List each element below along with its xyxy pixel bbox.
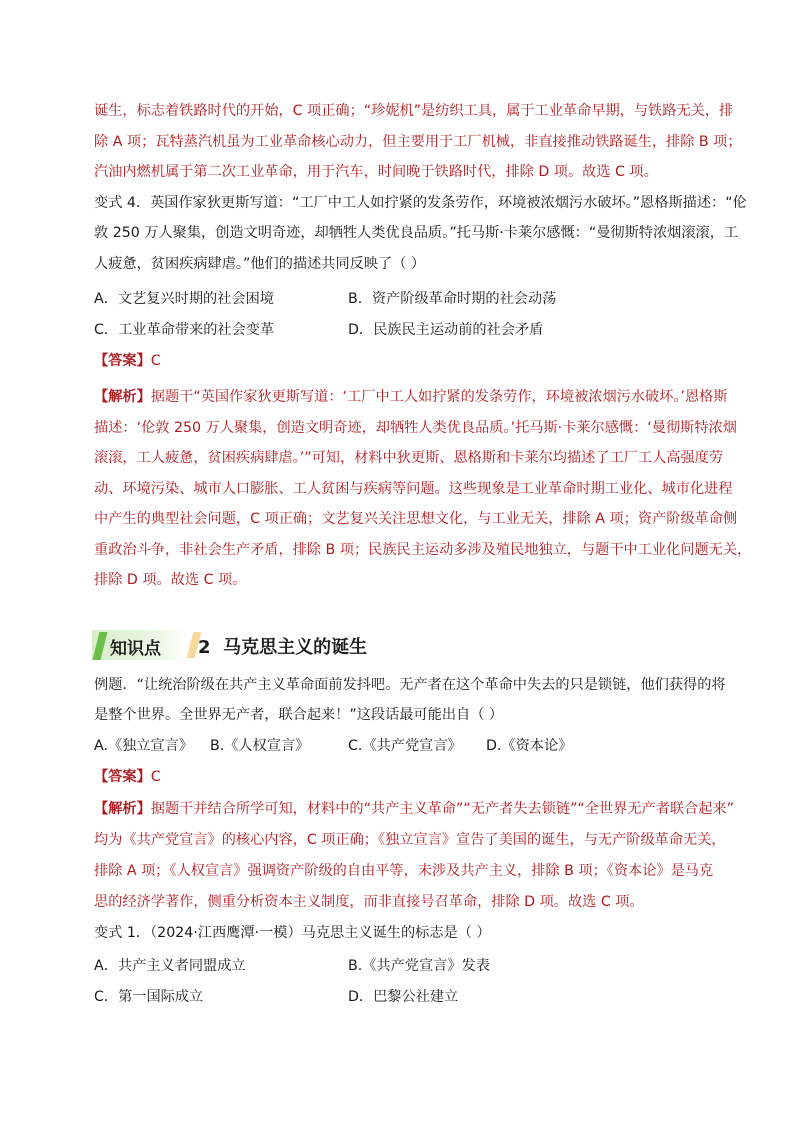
section-badge (92, 630, 188, 660)
example-option-b: B.《人权宣言》 (210, 738, 310, 754)
variant1-option-d: D．巴黎公社建立 (348, 989, 459, 1005)
answer-value: C (150, 769, 161, 785)
prev-explanation-line: 除 A 项；瓦特蒸汽机虽为工业革命核心动力，但主要用于工厂机械，非直接推动铁路诞生，排除 B 项； (94, 134, 742, 150)
variant1-stem: 变式 1．（2024·江西鹰潭·一模）马克思主义诞生的标志是（ ） (94, 925, 491, 941)
example-option-d: D.《资本论》 (486, 738, 573, 754)
variant4-analysis-line: 排除 D 项。故选 C 项。 (94, 572, 247, 588)
answer-label: 【答案】 (94, 353, 151, 369)
variant4-analysis-line: 滚滚，工人疲惫，贫困疾病肆虐。’”可知，材料中狄更斯、恩格斯和卡莱尔均描述了工厂工人高强度劳 (94, 450, 724, 466)
answer-label: 【答案】 (94, 769, 151, 785)
example-answer (94, 767, 161, 787)
analysis-label: 【解析】 (94, 389, 151, 405)
variant4-answer (94, 351, 161, 371)
prev-explanation-line: 诞生，标志着铁路时代的开始，C 项正确；“珍妮机”是纺织工具，属于工业革命早期，与铁路无关，排 (94, 103, 734, 119)
variant4-stem-line: 人疲惫，贫困疾病肆虐。”他们的描述共同反映了（ ） (94, 256, 426, 272)
example-stem-line: 例题．“让统治阶级在共产主义革命面前发抖吧。无产者在这个革命中失去的只是锁链，他们获得的将 (94, 677, 726, 693)
section-number: 2 (198, 637, 211, 658)
variant4-stem-line: 变式 4．英国作家狄更斯写道：“工厂中工人如拧紧的发条劳作，环境被浓烟污水破坏。”恩格斯描述：“伦 (94, 195, 747, 211)
analysis-label: 【解析】 (94, 801, 151, 817)
example-analysis-line: 思的经济学著作，侧重分析资本主义制度，而非直接号召革命，排除 D 项。故选 C 项。 (94, 894, 644, 910)
answer-value: C (150, 353, 161, 369)
analysis-text: 据题干并结合所学可知，材料中的“共产主义革命”“无产者失去锁链”“全世界无产者联合起来” (150, 801, 734, 817)
example-option-c: C.《共产党宣言》 (348, 738, 462, 754)
variant4-analysis-line: 描述：‘伦敦 250 万人聚集，创造文明奇迹，却牺牲人类优良品质。’托马斯·卡莱尔感慨：‘曼彻斯特浓烟 (94, 420, 737, 436)
example-analysis-line: 均为《共产党宣言》的核心内容，C 项正确；《独立宣言》宣告了美国的诞生，与无产阶级革命无关， (94, 832, 726, 848)
variant4-option-d: D．民族民主运动前的社会矛盾 (348, 322, 544, 338)
example-option-a: A.《独立宣言》 (94, 738, 194, 754)
example-analysis-line (94, 799, 734, 819)
example-stem-line: 是整个世界。全世界无产者，联合起来！”这段话最可能出自（ ） (94, 707, 504, 723)
variant4-analysis-line: 动、环境污染、城市人口膨胀、工人贫困与疾病等问题。这些现象是工业革命时期工业化、城市化进程 (94, 481, 733, 497)
variant4-option-c: C．工业革命带来的社会变革 (94, 322, 275, 338)
analysis-text: 据题干“英国作家狄更斯写道：‘工厂中工人如拧紧的发条劳作，环境被浓烟污水破坏。’恩格斯 (150, 389, 728, 405)
variant4-analysis-line (94, 387, 728, 407)
variant1-option-c: C．第一国际成立 (94, 989, 204, 1005)
badge-stripe (93, 632, 108, 660)
example-analysis-line: 排除 A 项；《人权宣言》强调资产阶级的自由平等，未涉及共产主义，排除 B 项；《资本论》是马克 (94, 863, 714, 879)
variant4-analysis-line: 中产生的典型社会问题，C 项正确；文艺复兴关注思想文化，与工业无关，排除 A 项；资产阶级革命侧 (94, 511, 738, 527)
section-badge-label: 知识点 (110, 639, 161, 659)
variant4-option-b: B．资产阶级革命时期的社会动荡 (348, 291, 557, 307)
variant4-analysis-line: 重政治斗争，非社会生产矛盾，排除 B 项；民族民主运动多涉及殖民地独立，与题干中工业化问题无关， (94, 542, 752, 558)
variant4-stem-line: 敦 250 万人聚集，创造文明奇迹，却牺牲人类优良品质。”托马斯·卡莱尔感慨：“曼彻斯特浓烟滚滚，工 (94, 225, 739, 241)
section-heading (92, 630, 412, 662)
section-title-text: 马克思主义的诞生 (223, 637, 368, 658)
section-title (198, 633, 367, 659)
variant1-option-b: B.《共产党宣言》发表 (348, 958, 490, 974)
variant1-option-a: A．共产主义者同盟成立 (94, 958, 246, 974)
prev-explanation-line: 汽油内燃机属于第二次工业革命，用于汽车，时间晚于铁路时代，排除 D 项。故选 C 项。 (94, 164, 658, 180)
variant4-option-a: A．文艺复兴时期的社会困境 (94, 291, 274, 307)
